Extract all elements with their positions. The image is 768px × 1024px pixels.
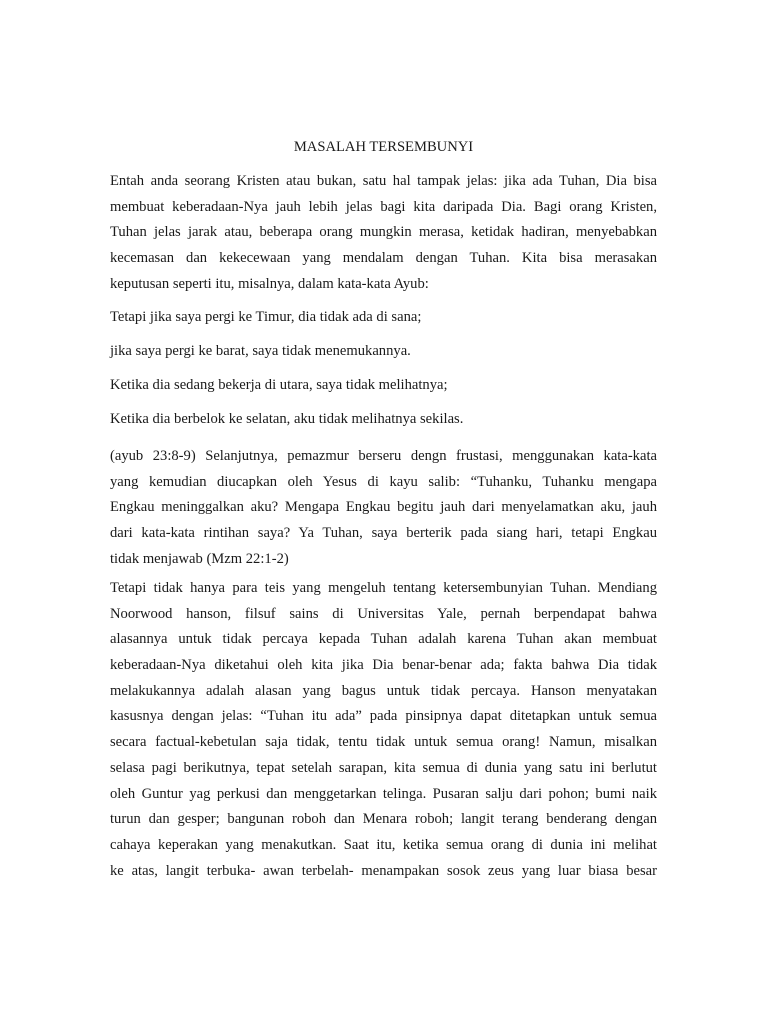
document-title: MASALAH TERSEMBUNYI xyxy=(293,139,474,155)
paragraph-line: keputusan seperti itu, misalnya, dalam kata-kata Ayub: xyxy=(110,275,429,292)
verse-line-2: jika saya pergi ke barat, saya tidak menemukannya. xyxy=(110,343,411,359)
paragraph-line: Tetapi tidak hanya para teis yang mengeluh tentang ketersembunyian Tuhan. Mendiang xyxy=(110,580,657,596)
paragraph-line: Tuhan jelas jarak atau, beberapa orang mungkin merasa, ketidak hadiran, menyebabkan xyxy=(110,224,657,241)
paragraph-line: Noorwood hanson, filsuf sains di Universitas Yale, pernah berpendapat bahwa xyxy=(110,605,657,622)
paragraph-line: secara factual-kebetulan saja tidak, tentu tidak untuk semua orang! Namun, misalkan xyxy=(110,734,657,751)
paragraph-line: turun dan gesper; bangunan roboh dan Menara roboh; langit terang benderang dengan xyxy=(110,811,657,828)
paragraph-line: keberadaan-Nya diketahui oleh kita jika Dia benar-benar ada; fakta bahwa Dia tidak xyxy=(110,657,657,674)
paragraph-line: Entah anda seorang Kristen atau bukan, satu hal tampak jelas: jika ada Tuhan, Dia bisa xyxy=(110,173,657,189)
paragraph-line: selasa pagi berikutnya, tepat setelah sarapan, kita semua di dunia yang satu ini berlutut xyxy=(110,759,657,776)
paragraph-line: tidak menjawab (Mzm 22:1-2) xyxy=(110,550,289,567)
verse-line-4: Ketika dia berbelok ke selatan, aku tidak melihatnya sekilas. xyxy=(110,411,464,427)
verse-line-3: Ketika dia sedang bekerja di utara, saya tidak melihatnya; xyxy=(110,377,448,393)
paragraph-line: kasusnya dengan jelas: “Tuhan itu ada” pada pinsipnya dapat ditetapkan untuk semua xyxy=(110,708,657,725)
paragraph-line: Engkau meninggalkan aku? Mengapa Engkau begitu jauh dari menyelamatkan aku, jauh xyxy=(110,499,657,516)
paragraph-line: dari kata-kata rintihan saya? Ya Tuhan, saya berterik pada siang hari, tetapi Engkau xyxy=(110,525,657,542)
paragraph-intro xyxy=(110,169,657,297)
paragraph-line: cahaya keperakan yang menakutkan. Saat itu, ketika semua orang di dunia ini melihat xyxy=(110,836,657,853)
paragraph-psalm xyxy=(110,444,657,572)
paragraph-line: melakukannya adalah alasan yang bagus untuk tidak percaya. Hanson menyatakan xyxy=(110,682,657,699)
paragraph-line: membuat keberadaan-Nya jauh lebih jelas bagi kita daripada Dia. Bagi orang Kristen, xyxy=(110,198,657,215)
paragraph-line: oleh Guntur yag perkusi dan menggetarkan telinga. Pusaran salju dari pohon; bumi naik xyxy=(110,785,657,802)
paragraph-line: ke atas, langit terbuka- awan terbelah- menampakan sosok zeus yang luar biasa besar xyxy=(110,862,657,879)
paragraph-line: (ayub 23:8-9) Selanjutnya, pemazmur berseru dengn frustasi, menggunakan kata-kata xyxy=(110,448,657,464)
document-page xyxy=(110,0,657,1024)
paragraph-line: kecemasan dan kekecewaan yang mendalam dengan Tuhan. Kita bisa merasakan xyxy=(110,250,657,267)
paragraph-hanson xyxy=(110,576,657,884)
paragraph-line: yang kemudian diucapkan oleh Yesus di kayu salib: “Tuhanku, Tuhanku mengapa xyxy=(110,473,657,490)
paragraph-line: alasannya untuk tidak percaya kepada Tuhan adalah karena Tuhan akan membuat xyxy=(110,631,657,648)
verse-line-1: Tetapi jika saya pergi ke Timur, dia tidak ada di sana; xyxy=(110,309,422,325)
